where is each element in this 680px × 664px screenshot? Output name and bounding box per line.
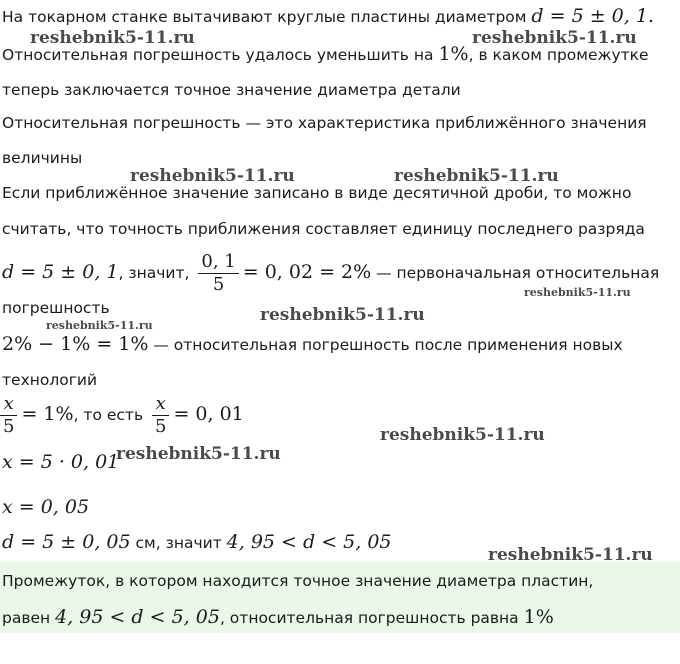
- fraction-numerator: 0, 1: [201, 251, 236, 272]
- theory-text: Если приближённое значение записано в виде десятичной дроби, то можно: [2, 184, 632, 202]
- solution-step-4: [2, 452, 119, 473]
- fraction-denominator: 5: [0, 415, 17, 438]
- watermark: reshebnik5-11.ru: [116, 444, 281, 464]
- problem-line-1: [2, 6, 654, 27]
- problem-text: теперь заключается точное значение диаметра детали: [2, 81, 461, 99]
- formula: d = 5 ± 0, 1: [2, 261, 119, 283]
- answer-formula: 4, 95 < d < 5, 05: [55, 606, 220, 628]
- fraction-denominator: 5: [152, 415, 169, 438]
- answer-text: Промежуток, в котором находится точное значение диаметра пластин,: [2, 572, 594, 590]
- formula: x = 0, 05: [2, 496, 90, 518]
- answer-line-1: [2, 571, 593, 591]
- fraction: [152, 393, 169, 438]
- solution-text: — относительная погрешность после применения новых: [148, 336, 623, 354]
- problem-text: , в каком промежутке: [468, 46, 649, 64]
- solution-text: технологий: [2, 371, 98, 389]
- problem-text: Относительная погрешность удалось уменьшить на: [2, 46, 434, 64]
- percent-value: 1%: [438, 43, 469, 65]
- answer-line-2: [2, 607, 554, 628]
- solution-step-6: [2, 532, 392, 553]
- solution-text: погрешность: [2, 299, 110, 317]
- watermark: reshebnik5-11.ru: [130, 166, 295, 186]
- formula: 4, 95 < d < 5, 05: [226, 531, 392, 553]
- formula: = 1%: [21, 403, 74, 425]
- theory-line-2: [2, 148, 82, 168]
- diameter-formula: d = 5 ± 0, 1.: [531, 5, 654, 27]
- theory-line-3: [2, 183, 631, 203]
- solution-text: см, значит: [130, 534, 222, 552]
- solution-step-2-cont: [2, 370, 97, 390]
- formula: = 0, 02 = 2%: [242, 261, 372, 283]
- watermark: reshebnik5-11.ru: [46, 319, 153, 332]
- formula: 2% − 1% = 1%: [2, 333, 149, 355]
- solution-text: , то есть: [73, 406, 144, 424]
- problem-text: На токарном станке вытачивают круглые пластины диаметром: [2, 8, 527, 26]
- solution-step-1-cont: [2, 298, 110, 318]
- fraction: [198, 251, 238, 296]
- solution-text: , значит,: [118, 264, 190, 282]
- watermark: reshebnik5-11.ru: [260, 305, 425, 325]
- theory-text: Относительная погрешность — это характеристика приближённого значения: [2, 114, 647, 132]
- answer-text: равен: [2, 609, 51, 627]
- answer-text: , относительная погрешность равна: [219, 609, 519, 627]
- solution-step-5: [2, 497, 89, 518]
- watermark: reshebnik5-11.ru: [472, 28, 637, 48]
- solution-step-1: [2, 248, 659, 297]
- fraction-numerator: x: [155, 393, 166, 414]
- watermark: reshebnik5-11.ru: [488, 545, 653, 565]
- fraction: [0, 393, 17, 438]
- solution-step-2: [2, 334, 623, 355]
- problem-line-3: [2, 80, 461, 100]
- formula: d = 5 ± 0, 05: [2, 531, 131, 553]
- formula: x = 5 · 0, 01: [2, 451, 120, 473]
- solution-text: — первоначальная относительная: [371, 264, 660, 282]
- theory-line-4: [2, 219, 645, 239]
- formula: = 0, 01: [173, 403, 244, 425]
- answer-percent: 1%: [523, 606, 554, 628]
- watermark: reshebnik5-11.ru: [394, 166, 559, 186]
- watermark: reshebnik5-11.ru: [524, 286, 631, 299]
- problem-line-2: [2, 44, 649, 65]
- theory-text: считать, что точность приближения составляет единицу последнего разряда: [2, 220, 645, 238]
- watermark: reshebnik5-11.ru: [30, 28, 195, 48]
- solution-step-3: [0, 390, 244, 439]
- theory-line-1: [2, 113, 647, 133]
- watermark: reshebnik5-11.ru: [380, 425, 545, 445]
- fraction-denominator: 5: [198, 273, 238, 296]
- theory-text: величины: [2, 149, 83, 167]
- fraction-numerator: x: [3, 393, 14, 414]
